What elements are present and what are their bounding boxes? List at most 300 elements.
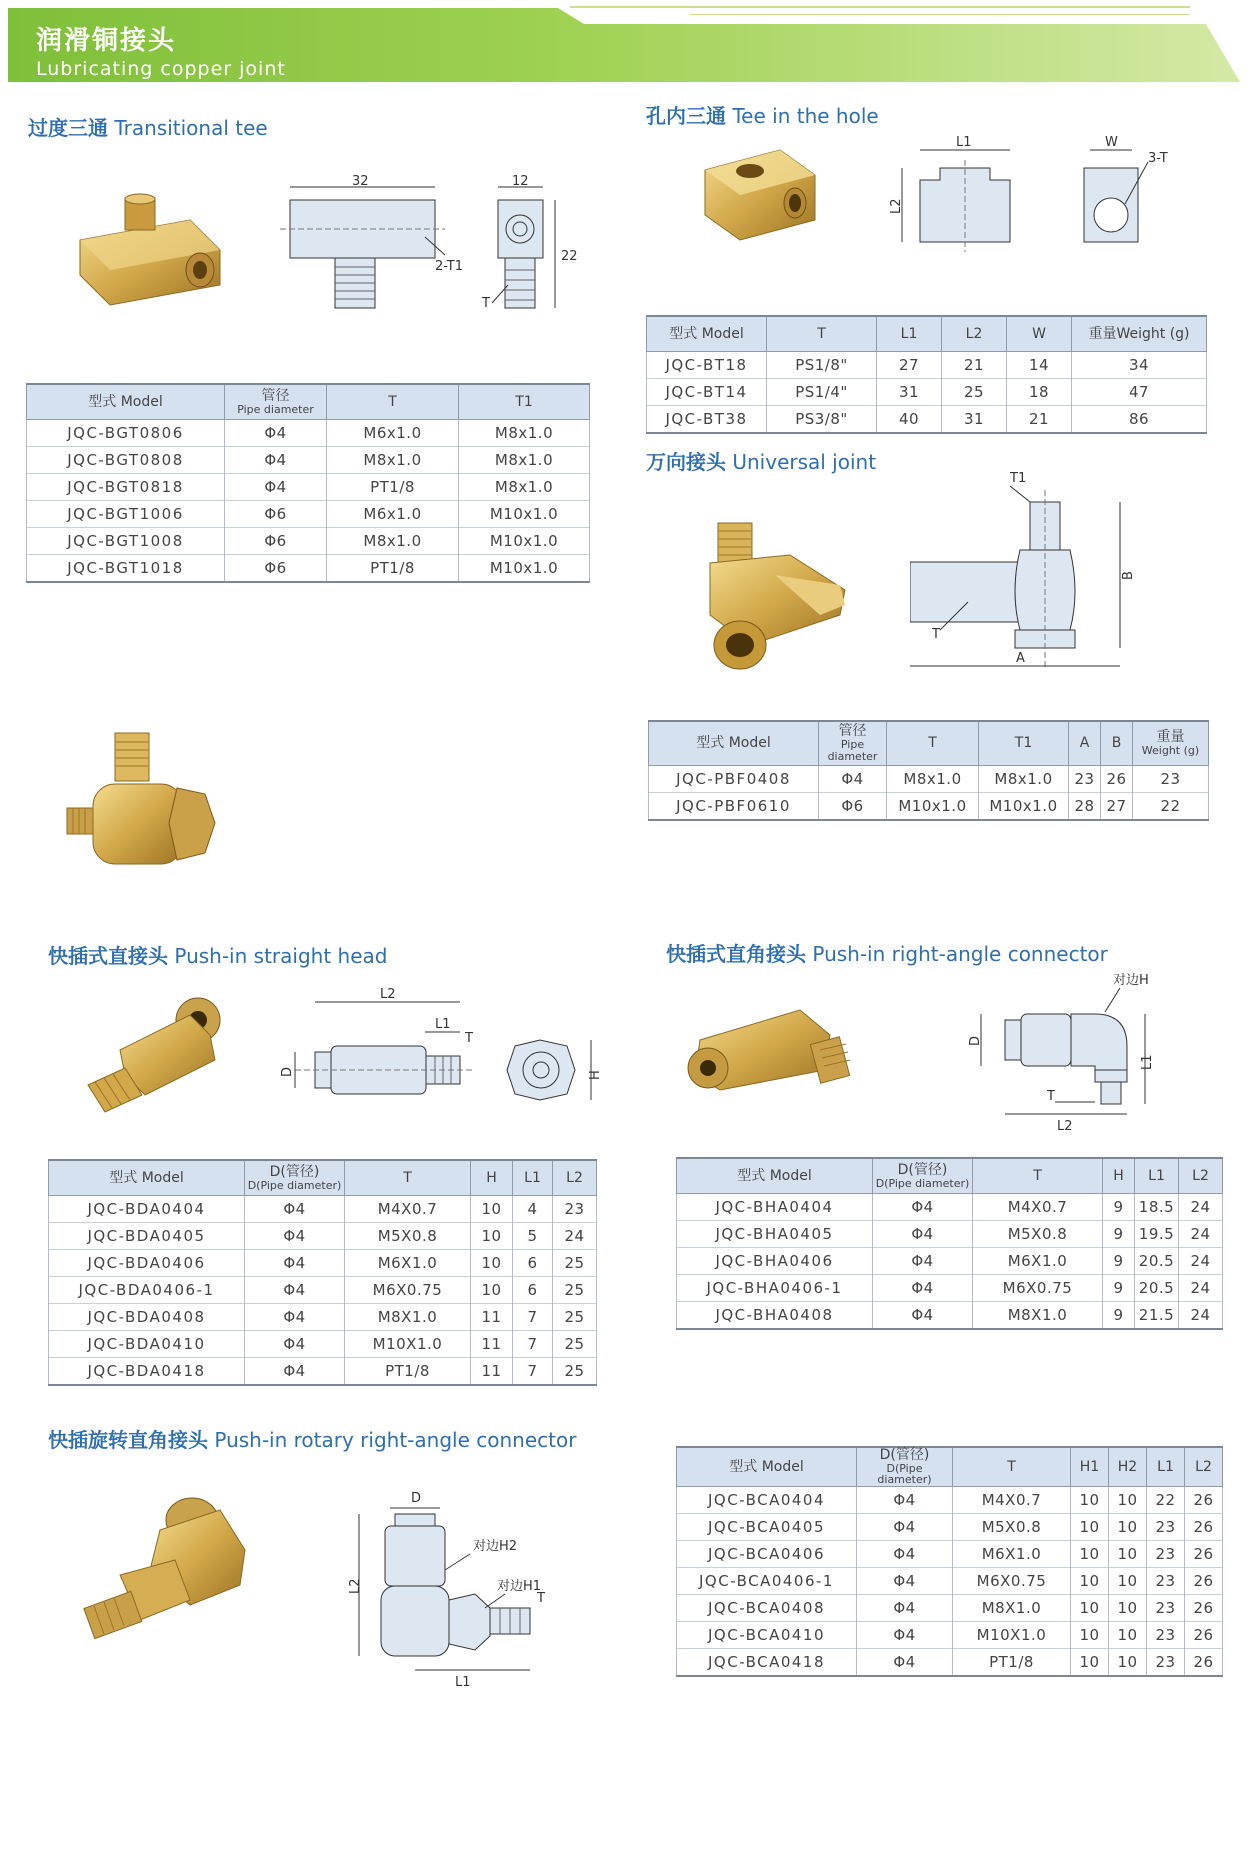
cell: 10	[1109, 1567, 1147, 1594]
push-in-right-angle-drawing	[955, 970, 1165, 1135]
cell: 31	[942, 406, 1007, 434]
col-header-en: Weight (g)	[1141, 743, 1200, 757]
cell: Φ4	[873, 1221, 973, 1248]
dim-l2: L2	[380, 987, 396, 1002]
cell: Φ4	[225, 474, 327, 501]
cell: 24	[1179, 1275, 1223, 1302]
col-header: H2	[1109, 1447, 1147, 1486]
col-header: T	[767, 316, 877, 352]
col-header: L1	[513, 1160, 553, 1196]
cell: PT1/8	[953, 1648, 1071, 1676]
cell: 19.5	[1135, 1221, 1179, 1248]
page-subtitle: Lubricating copper joint	[36, 58, 286, 80]
table-row	[677, 1594, 1223, 1621]
dim-t: T	[932, 627, 940, 642]
cell: Φ4	[819, 765, 887, 792]
cell: 34	[1072, 352, 1207, 379]
tee-in-hole-drawing	[880, 132, 1180, 257]
cell: Φ4	[873, 1194, 973, 1221]
cell: Φ6	[819, 792, 887, 820]
cell: M8x1.0	[887, 765, 979, 792]
table-row	[27, 447, 590, 474]
cell: 25	[553, 1304, 597, 1331]
cell: M6X1.0	[345, 1250, 471, 1277]
cell: Φ4	[857, 1540, 953, 1567]
table-row	[677, 1194, 1223, 1221]
cell: JQC-BHA0404	[677, 1194, 873, 1221]
section-title-en: Tee in the hole	[732, 104, 879, 128]
cell: 9	[1103, 1221, 1135, 1248]
cell: PT1/8	[327, 555, 459, 583]
cell: Φ4	[245, 1304, 345, 1331]
table-row	[27, 420, 590, 447]
cell: M4X0.7	[345, 1196, 471, 1223]
col-header: L1	[1147, 1447, 1185, 1486]
cell: M4X0.7	[953, 1486, 1071, 1513]
cell: JQC-BHA0408	[677, 1302, 873, 1330]
cell: M5X0.8	[973, 1221, 1103, 1248]
cell: 10	[1071, 1594, 1109, 1621]
cell: 26	[1185, 1594, 1223, 1621]
col-header-en: D(Pipe diameter)	[875, 1176, 970, 1190]
universal-joint-photo	[690, 505, 860, 675]
col-header-en: Pipe diameter	[237, 402, 314, 416]
cell: Φ4	[857, 1621, 953, 1648]
col-header: T	[953, 1447, 1071, 1486]
col-header: T1	[459, 384, 590, 420]
cell: 26	[1101, 765, 1133, 792]
cell: 23	[553, 1196, 597, 1223]
cell: M10x1.0	[887, 792, 979, 820]
cell: 10	[1071, 1486, 1109, 1513]
cell: M10x1.0	[459, 528, 590, 555]
cell: 25	[942, 379, 1007, 406]
push-in-right-angle-table	[676, 1157, 1223, 1330]
push-in-straight-drawing	[275, 980, 605, 1115]
section-title-cn: 孔内三通	[646, 104, 726, 128]
col-header-en: D(Pipe diameter)	[247, 1178, 342, 1192]
cell: 10	[1109, 1648, 1147, 1676]
col-header: L1	[1135, 1158, 1179, 1194]
cell: Φ4	[245, 1250, 345, 1277]
cell: Φ4	[873, 1248, 973, 1275]
cell: 86	[1072, 406, 1207, 434]
cell: JQC-BHA0406-1	[677, 1275, 873, 1302]
cell: Φ4	[857, 1567, 953, 1594]
table-row	[649, 792, 1209, 820]
cell: 25	[553, 1250, 597, 1277]
table-row	[677, 1221, 1223, 1248]
col-header: L2	[1185, 1447, 1223, 1486]
col-header	[225, 384, 327, 420]
cell: 10	[1109, 1513, 1147, 1540]
cell: 7	[513, 1304, 553, 1331]
cell: 9	[1103, 1194, 1135, 1221]
cell: JQC-PBF0610	[649, 792, 819, 820]
cell: Φ4	[245, 1223, 345, 1250]
col-header: L1	[877, 316, 942, 352]
col-header: 型式 Model	[649, 721, 819, 765]
table-row	[49, 1304, 597, 1331]
universal-joint-table	[648, 720, 1209, 821]
cell: 10	[471, 1277, 513, 1304]
section-title-push-in-right-angle	[666, 938, 1108, 967]
header-banner	[8, 8, 1240, 82]
col-header: L2	[1179, 1158, 1223, 1194]
dim-h1: 对边H1	[497, 1579, 542, 1594]
cell: 14	[1007, 352, 1072, 379]
cell: JQC-BCA0405	[677, 1513, 857, 1540]
transitional-tee-drawing	[280, 175, 580, 325]
push-in-rotary-table	[676, 1446, 1223, 1677]
table-row	[49, 1358, 597, 1386]
cell: PS1/8"	[767, 352, 877, 379]
col-header-cn: 管径	[261, 387, 290, 404]
cell: 23	[1133, 765, 1209, 792]
col-header	[819, 721, 887, 765]
section-title-en: Push-in rotary right-angle connector	[214, 1428, 577, 1452]
cell: 6	[513, 1277, 553, 1304]
cell: 26	[1185, 1513, 1223, 1540]
dim-l1: L1	[455, 1675, 471, 1690]
cell: M6x1.0	[327, 501, 459, 528]
cell: Φ4	[873, 1275, 973, 1302]
col-header: 型式 Model	[677, 1447, 857, 1486]
cell: 26	[1185, 1567, 1223, 1594]
cell: JQC-BT14	[647, 379, 767, 406]
cell: M6X0.75	[345, 1277, 471, 1304]
table-row	[49, 1196, 597, 1223]
transitional-tee-table	[26, 383, 590, 583]
cell: 27	[877, 352, 942, 379]
cell: 9	[1103, 1302, 1135, 1330]
table-row	[27, 474, 590, 501]
cell: JQC-BCA0406	[677, 1540, 857, 1567]
cell: JQC-BDA0408	[49, 1304, 245, 1331]
col-header: T	[887, 721, 979, 765]
table-row	[27, 501, 590, 528]
cell: 27	[1101, 792, 1133, 820]
col-header-cn: D(管径)	[269, 1163, 320, 1180]
col-header: 重量Weight (g)	[1072, 316, 1207, 352]
cell: M10x1.0	[459, 501, 590, 528]
table-row	[677, 1648, 1223, 1676]
cell: JQC-BT38	[647, 406, 767, 434]
col-header: W	[1007, 316, 1072, 352]
cell: M6X0.75	[953, 1567, 1071, 1594]
cell: PS1/4"	[767, 379, 877, 406]
dim-t: T	[465, 1031, 473, 1046]
cell: 10	[1109, 1594, 1147, 1621]
cell: 10	[1109, 1486, 1147, 1513]
cell: 10	[1071, 1540, 1109, 1567]
col-header: T1	[979, 721, 1069, 765]
cell: Φ4	[245, 1277, 345, 1304]
cell: 23	[1147, 1621, 1185, 1648]
col-header-en: Pipe	[840, 738, 865, 752]
cell: 10	[471, 1250, 513, 1277]
cell: JQC-BDA0406	[49, 1250, 245, 1277]
cell: JQC-BGT0806	[27, 420, 225, 447]
dim-l2: L2	[1057, 1119, 1073, 1134]
table-row	[677, 1540, 1223, 1567]
cell: 40	[877, 406, 942, 434]
col-header: H	[471, 1160, 513, 1196]
cell: M5X0.8	[953, 1513, 1071, 1540]
dim-3t: 3-T	[1148, 151, 1168, 166]
cell: JQC-BCA0408	[677, 1594, 857, 1621]
cell: 11	[471, 1304, 513, 1331]
cell: 26	[1185, 1540, 1223, 1567]
cell: Φ4	[245, 1358, 345, 1386]
cell: JQC-BHA0406	[677, 1248, 873, 1275]
dim-d: D	[411, 1491, 422, 1506]
section-title-cn: 万向接头	[646, 450, 726, 474]
cell: 10	[1071, 1621, 1109, 1648]
cell: M10X1.0	[345, 1331, 471, 1358]
cell: 24	[1179, 1221, 1223, 1248]
dim-d: D	[968, 1035, 983, 1046]
section-title-en: Transitional tee	[114, 116, 268, 140]
cell: M10X1.0	[953, 1621, 1071, 1648]
table-row	[647, 379, 1207, 406]
table-row	[677, 1248, 1223, 1275]
col-header: 型式 Model	[27, 384, 225, 420]
dim-l1: L1	[435, 1017, 451, 1032]
cell: JQC-BCA0410	[677, 1621, 857, 1648]
dim-l2: L2	[889, 198, 904, 214]
cell: 20.5	[1135, 1275, 1179, 1302]
cell: 24	[1179, 1302, 1223, 1330]
cell: M8X1.0	[973, 1302, 1103, 1330]
cell: 7	[513, 1358, 553, 1386]
cell: 28	[1069, 792, 1101, 820]
cell: Φ4	[857, 1594, 953, 1621]
table-row	[677, 1513, 1223, 1540]
section-title-cn: 快插旋转直角接头	[48, 1428, 208, 1452]
cell: 24	[1179, 1248, 1223, 1275]
cell: JQC-BGT1008	[27, 528, 225, 555]
cell: 25	[553, 1331, 597, 1358]
cell: 22	[1133, 792, 1209, 820]
cell: JQC-BDA0404	[49, 1196, 245, 1223]
table-row	[49, 1250, 597, 1277]
dim-h2: 对边H2	[473, 1539, 518, 1554]
cell: M6x1.0	[327, 420, 459, 447]
cell: 31	[877, 379, 942, 406]
cell: M5X0.8	[345, 1223, 471, 1250]
tee-in-hole-table	[646, 315, 1207, 434]
cell: M8x1.0	[459, 474, 590, 501]
cell: M8x1.0	[979, 765, 1069, 792]
cell: 21.5	[1135, 1302, 1179, 1330]
dim-t1: T1	[1010, 471, 1027, 486]
cell: M6X1.0	[973, 1248, 1103, 1275]
push-in-rotary-photo	[80, 1490, 280, 1650]
dim-l2: L2	[348, 1578, 363, 1594]
col-header: B	[1101, 721, 1133, 765]
table-row	[677, 1621, 1223, 1648]
cell: M8X1.0	[345, 1304, 471, 1331]
dim-t: T	[482, 296, 490, 311]
dim-height: 22	[561, 249, 578, 264]
dim-t1: 2-T1	[435, 259, 463, 274]
table-row	[649, 765, 1209, 792]
cell: 22	[1147, 1486, 1185, 1513]
cell: 11	[471, 1358, 513, 1386]
transitional-tee-photo	[70, 190, 230, 310]
dim-width: 12	[512, 175, 529, 189]
col-header: H	[1103, 1158, 1135, 1194]
cell: M8x1.0	[327, 447, 459, 474]
table-row	[49, 1277, 597, 1304]
col-header: T	[327, 384, 459, 420]
cell: M10x1.0	[459, 555, 590, 583]
table-row	[49, 1223, 597, 1250]
cell: PT1/8	[327, 474, 459, 501]
cell: 24	[1179, 1194, 1223, 1221]
cell: 9	[1103, 1275, 1135, 1302]
section-title-push-in-rotary	[48, 1424, 576, 1453]
table-row	[677, 1486, 1223, 1513]
cell: M8x1.0	[327, 528, 459, 555]
cell: Φ4	[857, 1486, 953, 1513]
dim-a: A	[1016, 651, 1025, 666]
cell: M4X0.7	[973, 1194, 1103, 1221]
cell: 24	[553, 1223, 597, 1250]
section-title-cn: 过度三通	[28, 116, 108, 140]
cell: 20.5	[1135, 1248, 1179, 1275]
cell: Φ4	[225, 420, 327, 447]
col-header	[245, 1160, 345, 1196]
cell: JQC-BGT1006	[27, 501, 225, 528]
cell: 23	[1147, 1648, 1185, 1676]
cell: 25	[553, 1277, 597, 1304]
table-row	[27, 528, 590, 555]
cell: 5	[513, 1223, 553, 1250]
cell: JQC-PBF0408	[649, 765, 819, 792]
cell: 7	[513, 1331, 553, 1358]
col-header-en: diameter	[827, 749, 878, 763]
col-header: 型式 Model	[49, 1160, 245, 1196]
col-header-cn: 管径	[838, 723, 867, 740]
cell: 10	[1071, 1648, 1109, 1676]
cell: 21	[942, 352, 1007, 379]
col-header-cn: D(管径)	[897, 1161, 948, 1178]
table-row	[677, 1567, 1223, 1594]
cell: 10	[1071, 1513, 1109, 1540]
dim-t: T	[537, 1591, 545, 1606]
cell: M8x1.0	[459, 420, 590, 447]
dim-t: T	[1047, 1089, 1055, 1104]
cell: 25	[553, 1358, 597, 1386]
col-header: T	[973, 1158, 1103, 1194]
cell: 10	[1109, 1621, 1147, 1648]
cell: PS3/8"	[767, 406, 877, 434]
cell: 23	[1147, 1567, 1185, 1594]
col-header: H1	[1071, 1447, 1109, 1486]
cell: 23	[1147, 1513, 1185, 1540]
cell: JQC-BCA0404	[677, 1486, 857, 1513]
cell: JQC-BDA0418	[49, 1358, 245, 1386]
cell: 26	[1185, 1648, 1223, 1676]
table-row	[677, 1275, 1223, 1302]
cell: 23	[1069, 765, 1101, 792]
section-title-en: Push-in right-angle connector	[812, 942, 1108, 966]
cell: Φ4	[857, 1513, 953, 1540]
cell: JQC-BGT0818	[27, 474, 225, 501]
cell: M10x1.0	[979, 792, 1069, 820]
col-header: A	[1069, 721, 1101, 765]
cell: 10	[471, 1196, 513, 1223]
col-header: 型式 Model	[677, 1158, 873, 1194]
cell: M6X0.75	[973, 1275, 1103, 1302]
cell: JQC-BGT0808	[27, 447, 225, 474]
push-in-right-angle-photo	[680, 990, 860, 1100]
table-row	[27, 555, 590, 583]
cell: JQC-BGT1018	[27, 555, 225, 583]
cell: Φ4	[225, 447, 327, 474]
table-row	[677, 1302, 1223, 1330]
section-title-universal-joint	[646, 446, 876, 475]
col-header	[873, 1158, 973, 1194]
cell: Φ4	[245, 1331, 345, 1358]
cell: Φ6	[225, 501, 327, 528]
page-title: 润滑铜接头	[36, 26, 177, 56]
dim-length: 32	[352, 175, 369, 189]
push-in-straight-photo	[80, 990, 240, 1120]
cell: JQC-BCA0418	[677, 1648, 857, 1676]
dim-l1: L1	[956, 135, 972, 150]
section-title-tee-in-hole	[646, 100, 879, 129]
universal-joint-photo-alt	[65, 728, 235, 878]
cell: 11	[471, 1331, 513, 1358]
table-row	[647, 406, 1207, 434]
section-title-cn: 快插式直接头	[48, 944, 168, 968]
cell: 18.5	[1135, 1194, 1179, 1221]
table-row	[647, 352, 1207, 379]
push-in-straight-table	[48, 1159, 597, 1386]
cell: JQC-BCA0406-1	[677, 1567, 857, 1594]
universal-joint-drawing	[910, 470, 1180, 680]
cell: 47	[1072, 379, 1207, 406]
dim-h: H	[588, 1070, 603, 1080]
section-title-transitional-tee	[28, 112, 268, 141]
cell: M8X1.0	[953, 1594, 1071, 1621]
cell: Φ6	[225, 528, 327, 555]
col-header: T	[345, 1160, 471, 1196]
cell: 9	[1103, 1248, 1135, 1275]
cell: Φ4	[857, 1648, 953, 1676]
col-header: L2	[942, 316, 1007, 352]
cell: M8x1.0	[459, 447, 590, 474]
cell: Φ4	[873, 1302, 973, 1330]
dim-h: 对边H	[1113, 973, 1149, 988]
dim-w: W	[1105, 135, 1118, 150]
cell: M6X1.0	[953, 1540, 1071, 1567]
cell: Φ4	[245, 1196, 345, 1223]
cell: JQC-BDA0406-1	[49, 1277, 245, 1304]
col-header-cn: 重量	[1156, 729, 1185, 746]
push-in-rotary-drawing	[345, 1490, 575, 1690]
cell: JQC-BDA0405	[49, 1223, 245, 1250]
cell: 4	[513, 1196, 553, 1223]
col-header	[857, 1447, 953, 1486]
col-header-en: D(Pipe diameter)	[877, 1461, 932, 1487]
col-header	[1133, 721, 1209, 765]
cell: PT1/8	[345, 1358, 471, 1386]
section-title-en: Universal joint	[732, 450, 877, 474]
